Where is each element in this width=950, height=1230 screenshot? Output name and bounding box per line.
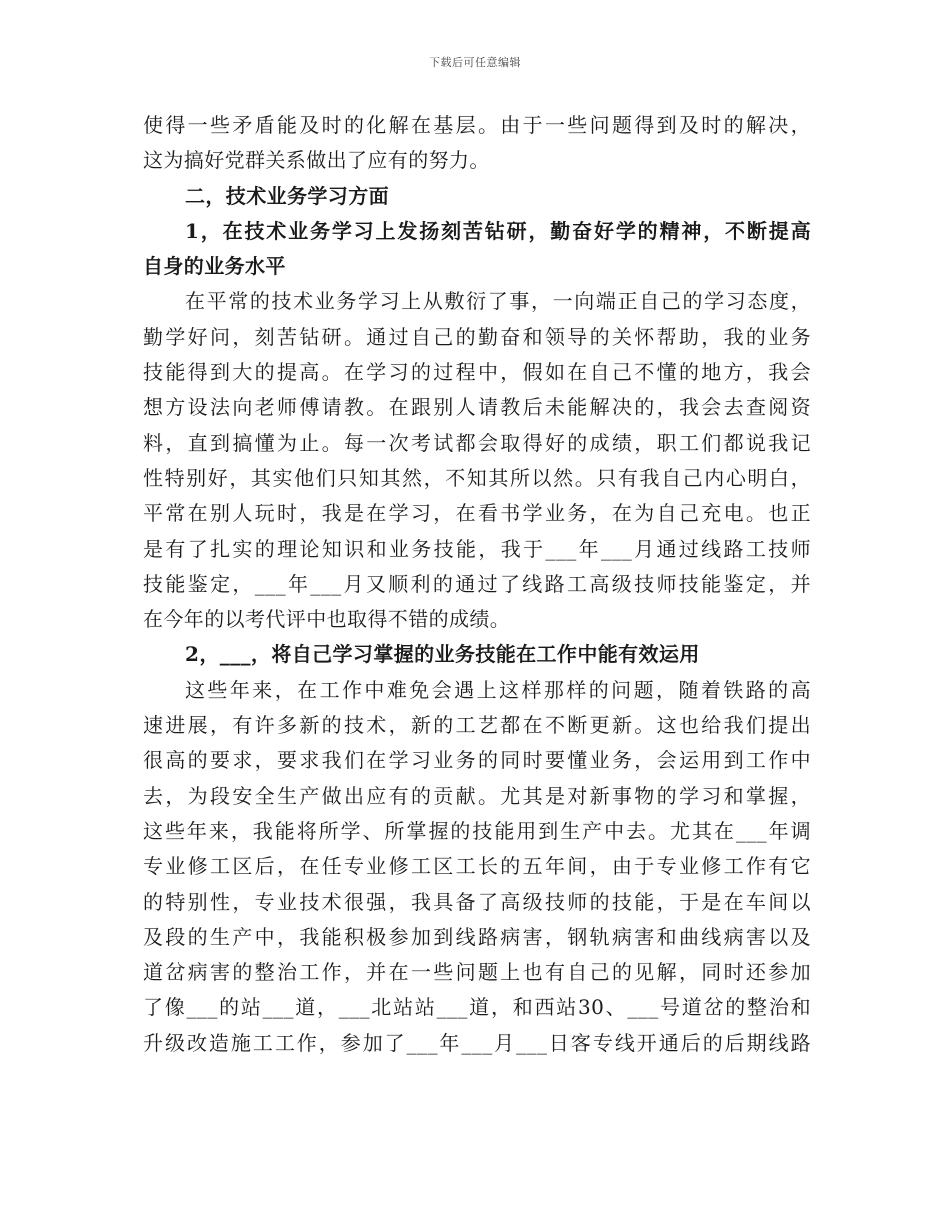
paragraph-line: 速进展，有许多新的技术，新的工艺都在不断更新。这也给我们提出 <box>143 713 811 738</box>
paragraph-line: 很高的要求，要求我们在学习业务的同时要懂业务，会运用到工作中 <box>143 748 811 773</box>
section-heading-line: 自身的业务水平 <box>143 254 286 279</box>
paragraph-line: 在平常的技术业务学习上从敷衍了事，一向端正自己的学习态度， <box>185 289 811 314</box>
paragraph-line: 在今年的以考代评中也取得不错的成绩。 <box>143 607 511 632</box>
paragraph-line: 道岔病害的整治工作，并在一些问题上也有自己的见解，同时还参加 <box>143 960 811 985</box>
paragraph-line: 想方设法向老师傅请教。在跟别人请教后未能解决的，我会去查阅资 <box>143 395 811 420</box>
section-heading-line: 1，在技术业务学习上发扬刻苦钻研，勤奋好学的精神，不断提高 <box>185 218 811 243</box>
paragraph-line: 这些年来，在工作中难免会遇上这样那样的问题，随着铁路的高 <box>185 677 811 702</box>
paragraph-line: 使得一些矛盾能及时的化解在基层。由于一些问题得到及时的解决， <box>143 113 811 137</box>
paragraph-line: 了像___的站___道，___北站站___道，和西站30、___号道岔的整治和 <box>143 995 811 1020</box>
paragraph-line: 是有了扎实的理论知识和业务技能，我于___年___月通过线路工技师 <box>143 536 811 561</box>
paragraph-line: 性特别好，其实他们只知其然，不知其所以然。只有我自己内心明白， <box>143 465 811 490</box>
paragraph-line: 技能得到大的提高。在学习的过程中，假如在自己不懂的地方，我会 <box>143 360 811 385</box>
paragraph-line: 料，直到搞懂为止。每一次考试都会取得好的成绩，职工们都说我记 <box>143 430 811 455</box>
paragraph-line: 去，为段安全生产做出应有的贡献。尤其是对新事物的学习和掌握， <box>143 783 811 808</box>
section-heading-line: 二，技术业务学习方面 <box>185 183 389 208</box>
paragraph-line: 专业修工区后，在任专业修工区工长的五年间，由于专业修工作有它 <box>143 854 811 879</box>
paragraph-line: 的特别性，专业技术很强，我具备了高级技师的技能，于是在车间以 <box>143 889 811 914</box>
paragraph-line: 平常在别人玩时，我是在学习，在看书学业务，在为自己充电。也正 <box>143 501 811 526</box>
paragraph-line: 升级改造施工工作，参加了___年___月___日客专线开通后的后期线路 <box>143 1030 811 1055</box>
paragraph-line: 这些年来，我能将所学、所掌握的技能用到生产中去。尤其在___年调 <box>143 818 811 843</box>
paragraph-line: 这为搞好党群关系做出了应有的努力。 <box>143 148 490 173</box>
document-body <box>143 108 811 1061</box>
paragraph-line: 及段的生产中，我能积极参加到线路病害，钢轨病害和曲线病害以及 <box>143 924 811 949</box>
paragraph-line: 勤学好问，刻苦钻研。通过自己的勤奋和领导的关怀帮助，我的业务 <box>143 324 811 349</box>
section-heading-line: 2，___，将自己学习掌握的业务技能在工作中能有效运用 <box>185 642 700 667</box>
page-header: 下载后可任意编辑 <box>429 56 521 69</box>
paragraph-line: 技能鉴定，___年___月又顺利的通过了线路工高级技师技能鉴定，并 <box>143 571 811 596</box>
